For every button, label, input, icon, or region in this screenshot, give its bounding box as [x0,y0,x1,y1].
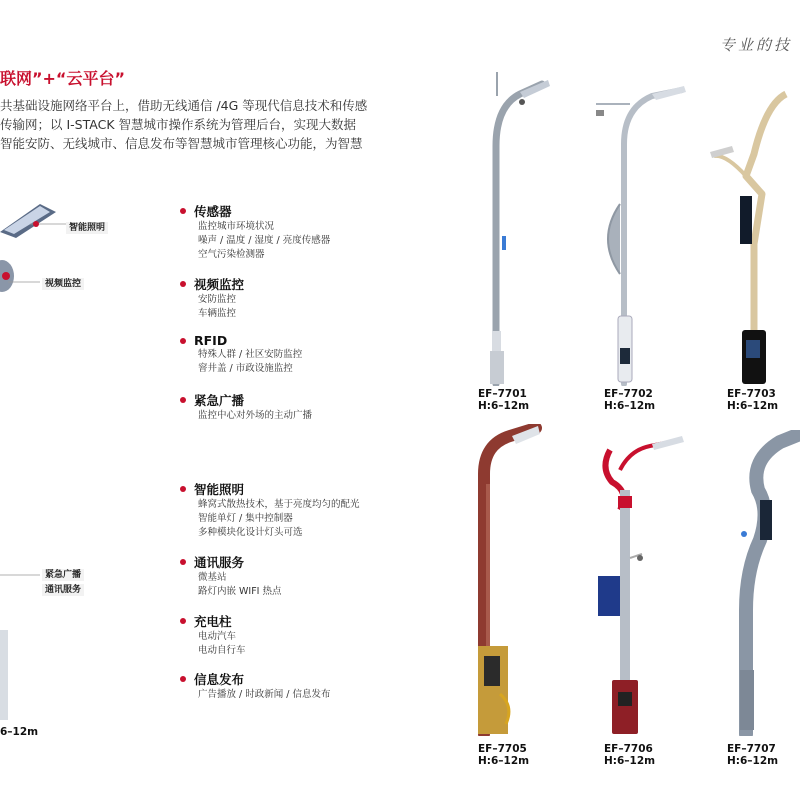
model-code: EF–7703 [727,388,776,400]
feature-rfid [180,333,380,376]
bullet-icon [180,208,186,214]
feature-title: 智能照明 [194,482,245,497]
page-title: 联网”+“云平台” [0,69,125,88]
bullet-icon [180,281,186,287]
intro-line: 传输网；以 I-STACK 智慧城市操作系统为管理后台，实现大数据 [0,117,357,132]
bullet-icon [180,397,186,403]
left-pole-height: 6–12m [0,726,39,738]
feature-line: 特殊人群 / 社区安防监控 [198,349,303,360]
callout-video-monitor: 视频监控 [42,276,84,289]
bullet-icon [180,618,186,624]
left-pole-illustration [0,190,110,750]
feature-line: 空气污染检测器 [198,249,265,260]
pole-ef-7703-image [706,84,800,386]
pole-ef-7701-image [470,66,570,386]
model-code: EF–7701 [478,388,527,400]
model-code: EF–7702 [604,388,653,400]
model-label-ef-7706 [604,743,655,767]
callout-comm-service: 通讯服务 [42,582,84,595]
feature-title: 通讯服务 [194,555,245,570]
model-label-ef-7707 [727,743,778,767]
model-code: EF–7705 [478,743,527,755]
section-heading-tag: 专业的技 [719,36,792,54]
model-label-ef-7701 [478,388,529,412]
model-height: H:6–12m [478,400,530,412]
feature-line: 安防监控 [198,294,237,305]
model-label-ef-7702 [604,388,655,412]
intro-paragraph [0,96,368,153]
feature-title: RFID [194,333,228,348]
feature-line: 广告播放 / 时政新闻 / 信息发布 [198,689,331,700]
bullet-icon [180,338,186,344]
feature-video-monitor [180,275,380,321]
feature-title: 充电柱 [194,614,232,629]
feature-line: 窨井盖 / 市政设施监控 [198,363,293,374]
intro-line: 智能安防、无线城市、信息发布等智慧城市管理核心功能，为智慧 [0,136,363,151]
feature-title: 信息发布 [194,672,245,687]
pole-ef-7707-image [710,430,800,736]
feature-line: 噪声 / 温度 / 湿度 / 亮度传感器 [198,235,331,246]
model-label-ef-7703 [727,388,778,412]
pole-ef-7702-image [590,84,690,386]
feature-line: 智能单灯 / 集中控制器 [198,513,293,524]
feature-smart-lighting [180,480,380,540]
bullet-icon [180,559,186,565]
model-height: H:6–12m [727,400,779,412]
feature-charging-pile [180,612,380,658]
feature-line: 多种模块化设计灯头可选 [198,527,303,538]
model-height: H:6–12m [604,755,656,767]
pole-ef-7705-image [470,424,570,736]
bullet-icon [180,676,186,682]
feature-title: 传感器 [194,204,232,219]
feature-line: 蜂窝式散热技术，基于亮度均匀的配光 [198,499,360,510]
feature-line: 电动汽车 [198,631,237,642]
model-height: H:6–12m [604,400,656,412]
feature-line: 监控城市环境状况 [198,221,275,232]
model-code: EF–7706 [604,743,653,755]
feature-info-release [180,670,380,702]
feature-emergency-broadcast [180,391,380,423]
feature-sensor [180,202,380,262]
feature-line: 车辆监控 [198,308,237,319]
feature-line: 电动自行车 [198,645,246,656]
model-code: EF–7707 [727,743,776,755]
feature-title: 视频监控 [194,277,245,292]
feature-title: 紧急广播 [194,393,245,408]
intro-line: 共基础设施网络平台上，借助无线通信 /4G 等现代信息技术和传感 [0,98,368,113]
feature-line: 微基站 [198,572,227,583]
feature-line: 监控中心对外场的主动广播 [198,410,313,421]
model-height: H:6–12m [478,755,530,767]
bullet-icon [180,486,186,492]
feature-line: 路灯内嵌 WIFI 热点 [198,586,282,597]
callout-smart-lighting: 智能照明 [66,220,108,233]
pole-ef-7706-image [590,430,690,736]
callout-emergency-broadcast: 紧急广播 [42,567,84,580]
model-height: H:6–12m [727,755,779,767]
model-label-ef-7705 [478,743,529,767]
feature-comm-service [180,553,380,599]
